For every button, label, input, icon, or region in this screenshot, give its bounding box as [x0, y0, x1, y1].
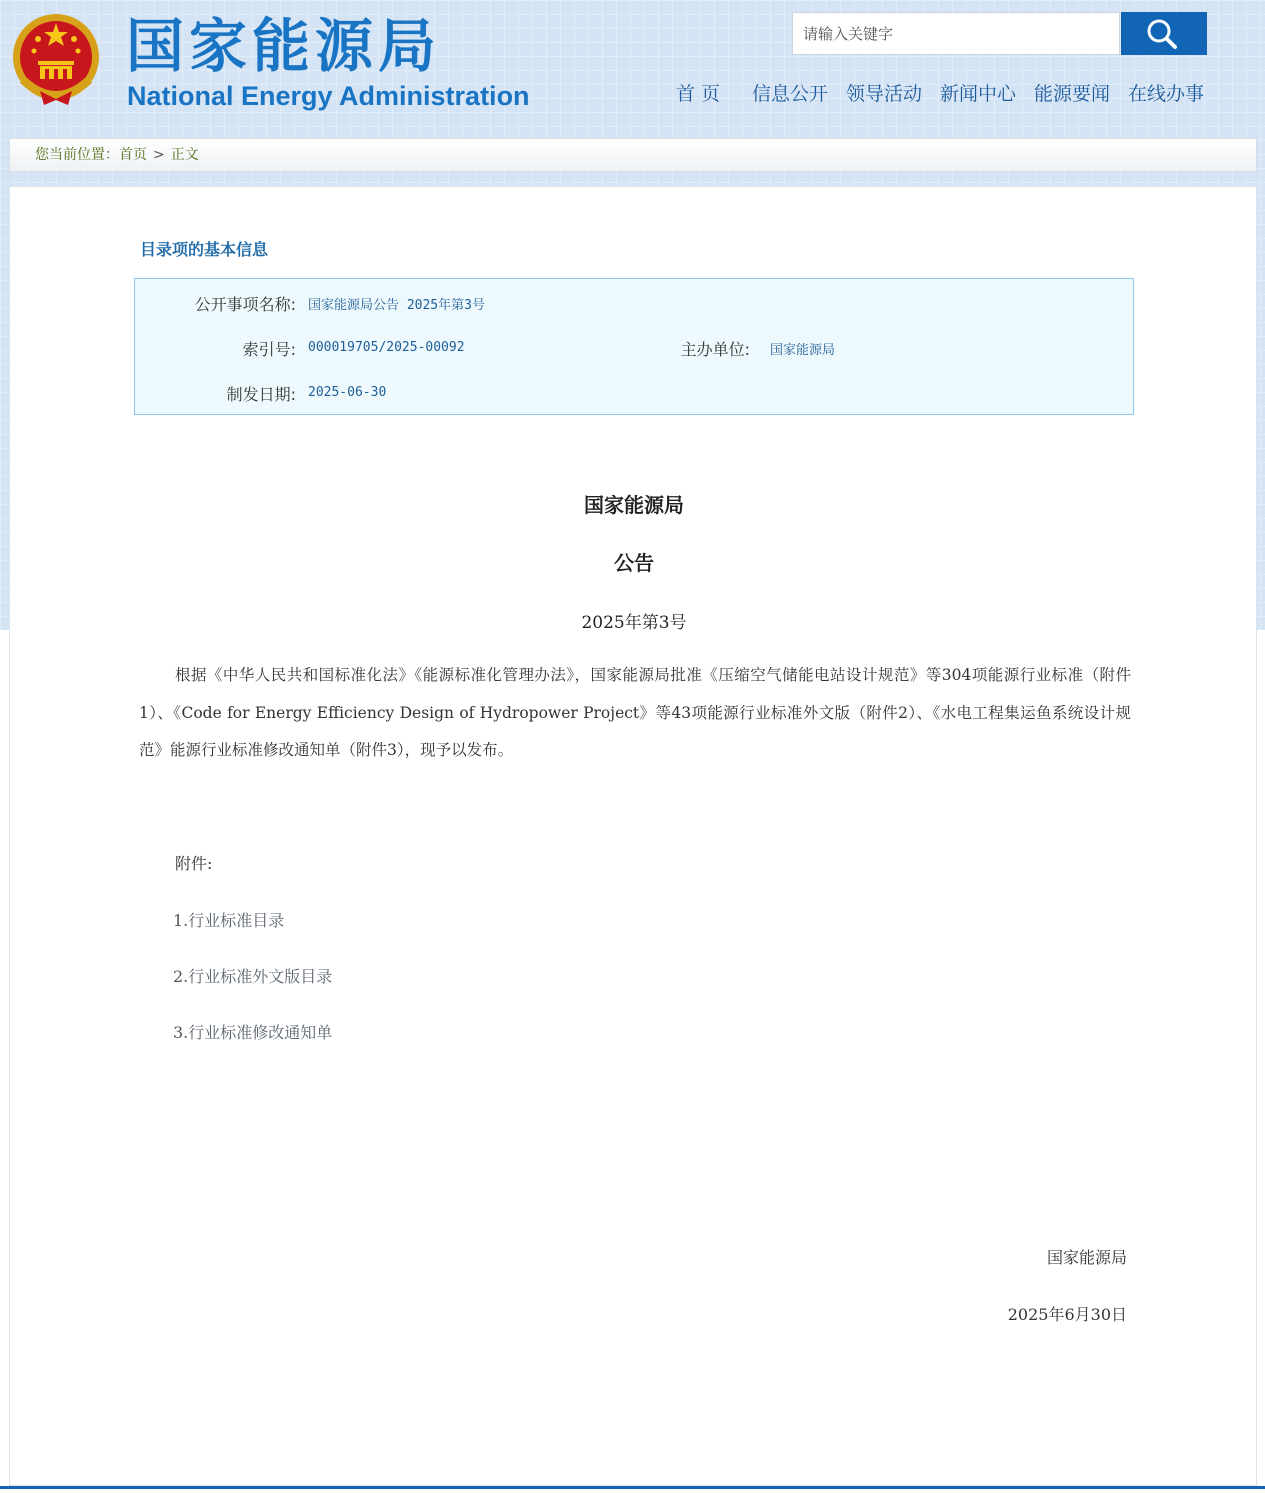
- content-panel: [9, 186, 1257, 1486]
- site-name-english: National Energy Administration: [127, 81, 530, 111]
- attachment-number: 1.: [173, 911, 189, 930]
- document-number: 2025年第3号: [581, 613, 687, 633]
- site-name-chinese: 国家能源局: [126, 12, 442, 80]
- footer-divider: [0, 1486, 1265, 1489]
- nav-news-center[interactable]: 新闻中心: [940, 83, 1017, 105]
- attachment-link-2[interactable]: 行业标准外文版目录: [188, 967, 333, 986]
- info-name-label: 公开事项名称:: [194, 295, 296, 314]
- breadcrumb-bar: [9, 138, 1257, 172]
- breadcrumb-home-link[interactable]: 首页: [119, 147, 147, 163]
- breadcrumb-separator: >: [153, 147, 165, 163]
- breadcrumb-current: 正文: [170, 147, 199, 163]
- breadcrumb-prefix: 您当前位置：: [35, 147, 119, 163]
- signature-issuer: 国家能源局: [1046, 1248, 1127, 1267]
- nav-leader-activities[interactable]: 领导活动: [846, 83, 923, 105]
- document-issuer-heading: 国家能源局: [584, 493, 684, 517]
- nav-home[interactable]: 首 页: [676, 83, 721, 105]
- attachment-item: [173, 964, 332, 987]
- attachment-link-1[interactable]: 行业标准目录: [188, 911, 285, 930]
- nav-information-disclosure[interactable]: 信息公开: [752, 83, 829, 105]
- search-icon: [1145, 17, 1183, 50]
- document-body: 根据《中华人民共和国标准化法》《能源标准化管理办法》，国家能源局批准《压缩空气储能电站设计规范》等304项能源行业标准（附件1）、《Code for Energy Efficiency Design of Hydropower Project》等43项能源行业标准外文版（附件2）、《水电工程集运鱼系统设计规范》能源行业标准修改通知单（附件3），现予以发布。: [139, 666, 1131, 759]
- search-input[interactable]: [792, 12, 1120, 55]
- nav-energy-news[interactable]: 能源要闻: [1034, 83, 1111, 105]
- site-header: [0, 0, 1265, 137]
- info-date-value: 2025-06-30: [308, 385, 387, 400]
- attachment-link-3[interactable]: 行业标准修改通知单: [188, 1023, 333, 1042]
- attachment-number: 2.: [173, 967, 189, 986]
- info-host-value: 国家能源局: [770, 343, 836, 358]
- signature-date: 2025年6月30日: [1007, 1305, 1127, 1324]
- attachment-item: [173, 908, 284, 931]
- info-section-title: 目录项的基本信息: [140, 240, 269, 259]
- breadcrumb: [35, 139, 199, 171]
- search-button[interactable]: [1121, 12, 1207, 55]
- info-date-label: 制发日期:: [226, 385, 296, 404]
- attachment-item: [173, 1020, 332, 1043]
- national-emblem-icon: [10, 11, 102, 107]
- info-host-label: 主办单位:: [680, 340, 750, 359]
- nav-online-services[interactable]: 在线办事: [1128, 83, 1205, 105]
- attachment-number: 3.: [173, 1023, 189, 1042]
- info-index-label: 索引号:: [242, 340, 296, 359]
- info-name-value: 国家能源局公告 2025年第3号: [308, 298, 485, 313]
- attachments-label: 附件:: [175, 854, 213, 873]
- info-table: [134, 278, 1134, 415]
- document-type-heading: 公告: [614, 551, 654, 575]
- info-index-value: 000019705/2025-00092: [308, 340, 465, 355]
